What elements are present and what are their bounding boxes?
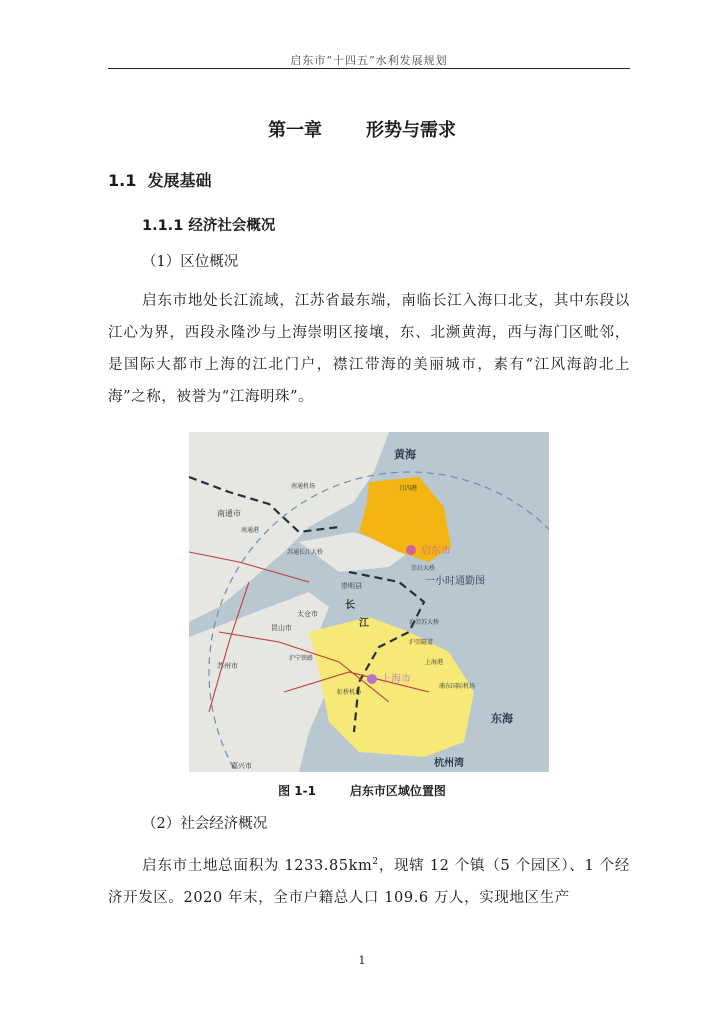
map-label-taicang: 太仓市 (297, 610, 318, 618)
running-header: 启东市“十四五”水利发展规划 (290, 54, 448, 67)
subsection-heading: 1.1.1 经济社会概况 (142, 218, 276, 234)
map-label-chongqi: 崇启大桥 (411, 565, 436, 572)
map-label-hangzhou-bay: 杭州湾 (434, 758, 464, 769)
section-heading: 1.1 发展基础 (108, 171, 212, 190)
map-label-hongqiao: 虹桥机场 (337, 689, 362, 696)
location-label: （1）区位概况 (142, 254, 239, 270)
map-label-commute: 一小时通勤图 (425, 576, 485, 587)
map-label-husu-bridge: 沪崇苏大桥 (409, 619, 440, 626)
map-label-jiang: 江 (359, 618, 369, 629)
map-label-jiaxing: 嘉兴市 (231, 762, 252, 770)
chapter-number: 第一章 (268, 120, 322, 141)
chapter-title (0, 116, 724, 142)
map-label-husu-rail: 沪宁铁路 (289, 655, 314, 662)
map-label-kunshan: 昆山市 (271, 624, 292, 632)
map-label-huanghai: 黄海 (394, 448, 416, 461)
socio-text-a: 启东市土地总面积为 1233.85km (142, 857, 373, 874)
location-text: 启东市地处长江流域，江苏省最东端，南临长江入海口北支，其中东段以江心为界，西段永隆沙与上海崇明区接壤，东、北濒黄海，西与海门区毗邻，是国际大都市上海的江北门户，襟江带海的美丽城市，素有“江风海韵北上海”之称，被誉为“江海明珠”。 (108, 293, 630, 405)
map-qidong-marker (406, 545, 416, 555)
map-shanghai-marker (367, 674, 377, 684)
map-label-chongming: 崇明县 (341, 582, 362, 590)
socio-text-b: ，现辖 12 个镇（5 个园区）、1 个经济开发区。2020 年末，全市户籍总人口 109.6 万人，实现地区生产 (108, 857, 630, 906)
map-label-donghai: 东海 (491, 712, 513, 725)
socio-paragraph (108, 846, 630, 914)
map-label-sutong: 苏通长江大桥 (287, 549, 324, 556)
figure-caption (0, 782, 724, 799)
figure-title: 启东市区域位置图 (349, 784, 446, 798)
chapter-name: 形势与需求 (366, 120, 456, 141)
location-paragraph (108, 285, 630, 413)
page-number: 1 (358, 954, 366, 967)
map-label-pudong: 浦东国际机场 (439, 683, 476, 690)
map-label-lvsi: 吕四港 (399, 485, 418, 492)
map-label-suzhou: 苏州市 (217, 662, 238, 670)
map-label-shanghai: 上海市 (381, 674, 411, 685)
map-label-qidong: 启东市 (421, 546, 451, 557)
figure-number: 图 1-1 (278, 784, 316, 798)
location-map (189, 432, 549, 772)
socio-label: （2）社会经济概况 (142, 816, 268, 832)
socio-sup: 2 (372, 857, 379, 867)
map-label-husu-tunnel: 沪崇隧道 (409, 639, 434, 646)
header-rule (108, 68, 630, 69)
map-label-nantong-port: 南通港 (241, 527, 260, 534)
map-label-chang: 长 (345, 600, 355, 611)
map-label-shanghai-port: 上海港 (425, 659, 444, 666)
map-label-nantong: 南通市 (217, 509, 241, 518)
map-label-nantong-airport: 南通机场 (291, 483, 316, 490)
